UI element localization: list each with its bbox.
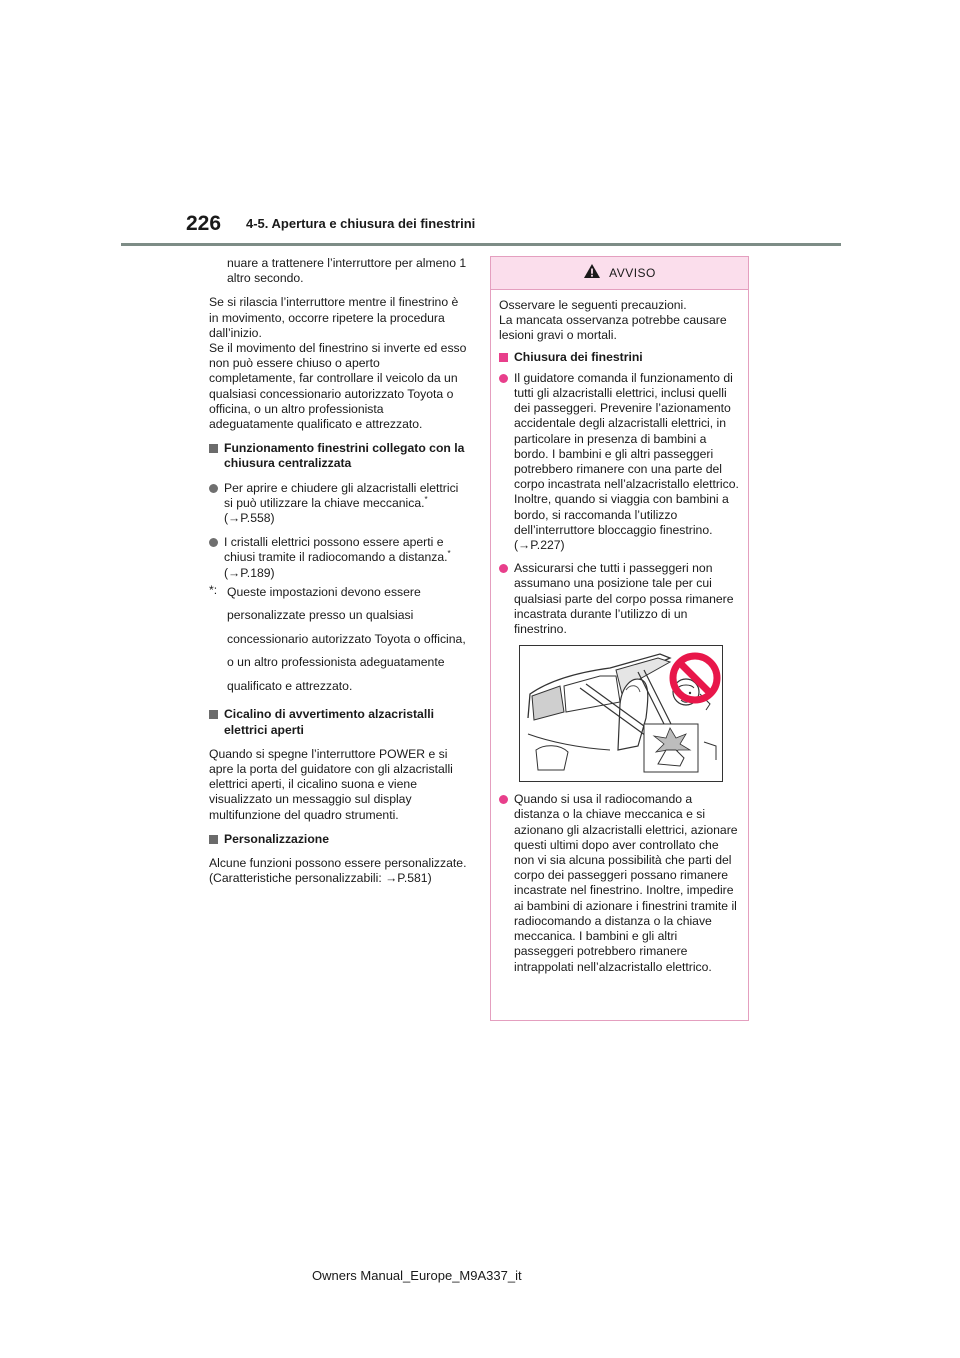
warning-bullet-remote-key: Quando si usa il radiocomando a distanza o la chiave meccanica e si azionano gli alzacristalli elettrici, azionare questi ultimi dopo aver controllato che non vi sia alcuna possibilità che parti del corpo dei passeggeri possano rimanere incastrate nel finestrino. Inoltre, impedire ai bambini di azionare i finestrini tramite il radiocomando a distanza o la chiave meccanica. I bambini e gli altri passeggeri potrebbero rimanere intrappolati nell’alzacristallo elettrico.: [499, 792, 740, 974]
section-title: 4-5. Apertura e chiusura dei finestrini: [246, 216, 476, 231]
warning-box: [490, 256, 749, 1021]
bullet-dot-icon: [499, 564, 508, 573]
bullet-dot-icon: [209, 538, 218, 547]
square-bullet-icon: [209, 710, 218, 719]
page-reference: (→P.558): [224, 511, 275, 526]
bullet-dot-icon: [499, 374, 508, 383]
footnote: [209, 581, 467, 699]
page-number: 226: [186, 212, 222, 235]
paragraph-release-switch: Se si rilascia l’interruttore mentre il finestrino è in movimento, occorre ripetere la procedura dall’inizio.: [209, 295, 459, 340]
heading-buzzer: Cicalino di avvertimento alzacristalli elettrici aperti: [209, 707, 467, 737]
warning-body: [491, 290, 748, 975]
bullet-dot-icon: [499, 795, 508, 804]
bullet-mechanical-key: Per aprire e chiudere gli alzacristalli elettrici si può utilizzare la chiave meccanica.* (→P.558): [209, 481, 467, 527]
warning-bullet-driver-controls: Il guidatore comanda il funzionamento di tutti gli alzacristalli elettrici, inclusi quelli dei passeggeri. Prevenire l’azionamento accidentale degli alzacristalli elettrici, in particolare in presenza di bambini a bordo. I bambini e gli altri passeggeri potrebbero rimanere con una parte del corpo incastrata nell’alzacristallo elettrico. Inoltre, quando si viaggia con bambini a bordo, si raccomanda l’utilizzo dell’interruttore bloccaggio finestrino. (→P.227): [499, 371, 740, 553]
footnote-mark: *:: [209, 582, 218, 597]
warning-intro: Osservare le seguenti precauzioni.: [499, 298, 687, 312]
footer-manual-id: Owners Manual_Europe_M9A337_it: [312, 1268, 522, 1283]
bullet-dot-icon: [209, 484, 218, 493]
header-rule: [121, 243, 841, 246]
warning-title: AVVISO: [609, 266, 656, 280]
warning-header: [491, 257, 748, 290]
bullet-remote-control: I cristalli elettrici possono essere aperti e chiusi tramite il radiocomando a distanza.* (→P.189): [209, 535, 467, 581]
square-bullet-icon: [499, 353, 508, 362]
square-bullet-icon: [209, 444, 218, 453]
heading-customization: Personalizzazione: [209, 832, 467, 847]
warning-intro-consequence: La mancata osservanza potrebbe causare lesioni gravi o mortali.: [499, 313, 727, 343]
paragraph-buzzer: Quando si spegne l’interruttore POWER e si apre la porta del guidatore con gli alzacristalli elettrici aperti, il cicalino suona e viene visualizzato un messaggio sul display multifunzione del quadro strumenti.: [209, 746, 453, 822]
window-pinch-illustration: [519, 645, 723, 782]
footnote-text: Queste impostazioni devono essere personalizzate presso un qualsiasi concessionario autorizzato Toyota o officina, o un altro professionista adeguatamente qualificato e attrezzato.: [227, 584, 466, 693]
left-column: [209, 256, 467, 895]
continued-text: nuare a trattenere l’interruttore per almeno 1 altro secondo.: [227, 256, 467, 286]
page-reference: (→P.189): [224, 565, 275, 580]
warning-heading-closing: Chiusura dei finestrini: [499, 350, 740, 365]
paragraph-customization: Alcune funzioni possono essere personalizzate. (Caratteristiche personalizzabili: →P.581): [209, 855, 467, 886]
warning-triangle-icon: [583, 263, 601, 284]
paragraph-window-reverse: Se il movimento del finestrino si inverte ed esso non può essere chiuso o aperto completamente, far controllare il veicolo da un qualsiasi concessionario autorizzato Toyota o officina, o un altro professionista adeguatamente qualificato e attrezzato.: [209, 341, 467, 432]
square-bullet-icon: [209, 835, 218, 844]
warning-bullet-passenger-position: Assicurarsi che tutti i passeggeri non assumano una posizione tale per cui qualsiasi parte del corpo possa rimanere incastrata durante l’utilizzo di un finestrino.: [499, 561, 740, 637]
heading-central-locking: Funzionamento finestrini collegato con la chiusura centralizzata: [209, 441, 467, 471]
